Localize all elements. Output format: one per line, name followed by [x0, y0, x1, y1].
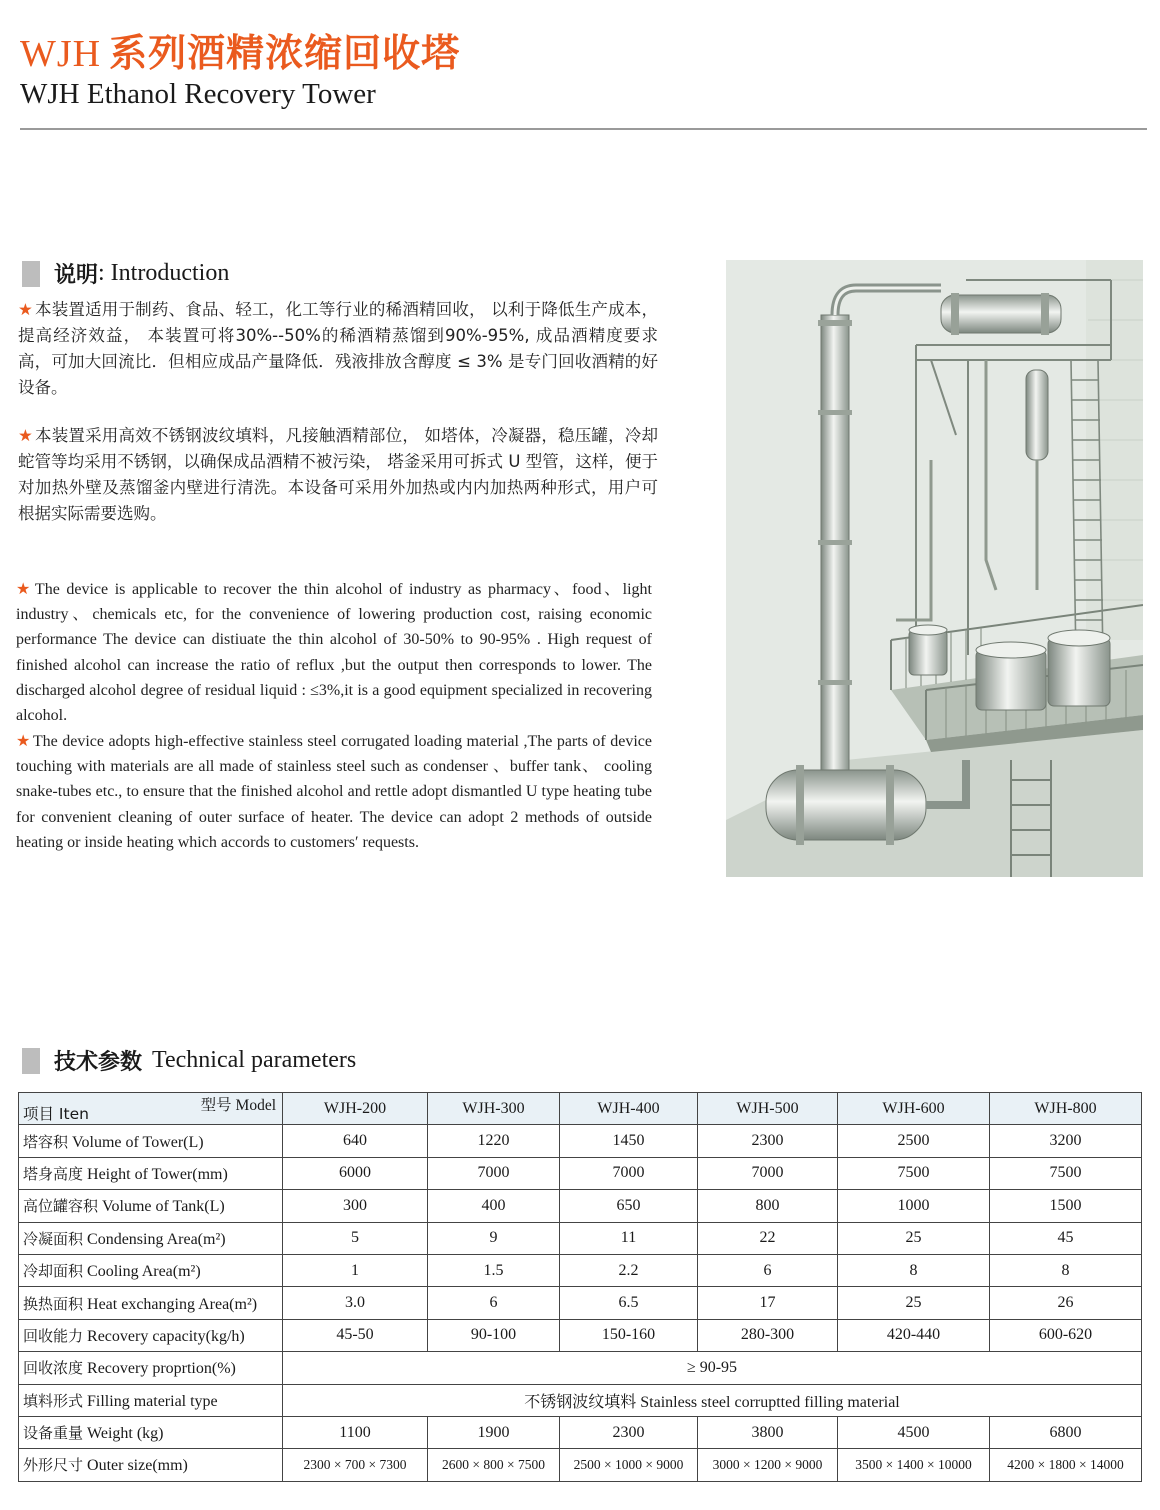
table-cell: 2500: [838, 1125, 990, 1157]
table-row: [19, 1352, 1142, 1384]
table-cell: 4200 × 1800 × 14000: [990, 1449, 1142, 1481]
table-span-cell: ≥ 90-95: [283, 1352, 1142, 1384]
row-label: [19, 1125, 283, 1157]
title-cn-text: 系列酒精浓缩回收塔: [109, 31, 461, 75]
table-cell: 6: [428, 1287, 560, 1319]
table-cell: 6: [698, 1254, 838, 1286]
corner-model-label: 型号 Model: [200, 1097, 276, 1114]
row-label-en: Weight (kg): [83, 1425, 164, 1443]
table-cell: 300: [283, 1190, 428, 1222]
row-label-en: Condensing Area(m²): [83, 1230, 226, 1248]
technical-parameters-table: [18, 1092, 1142, 1482]
page-title-cn: [20, 22, 460, 77]
intro-cn-paragraph-2: [18, 423, 658, 527]
table-cell: 11: [560, 1222, 698, 1254]
table-row: [19, 1254, 1142, 1286]
table-cell: 3000 × 1200 × 9000: [698, 1449, 838, 1481]
table-cell: 1450: [560, 1125, 698, 1157]
table-cell: 280-300: [698, 1319, 838, 1351]
series-code: WJH: [20, 33, 102, 75]
table-row: [19, 1384, 1142, 1416]
intro-heading-en: : Introduction: [98, 260, 230, 286]
section-marker-icon: [22, 1048, 40, 1074]
row-label: [19, 1254, 283, 1286]
table-cell: 45: [990, 1222, 1142, 1254]
row-label-en: Cooling Area(m²): [83, 1263, 201, 1281]
intro-en-paragraph-1: [16, 577, 652, 728]
row-label-cn: 塔容积: [23, 1132, 69, 1151]
table-cell: 2300: [698, 1125, 838, 1157]
table-cell: 90-100: [428, 1319, 560, 1351]
intro-heading: [22, 258, 229, 289]
model-header: WJH-300: [428, 1093, 560, 1125]
table-cell: 6000: [283, 1157, 428, 1189]
table-cell: 5: [283, 1222, 428, 1254]
table-cell: 2300: [560, 1416, 698, 1448]
table-cell: 25: [838, 1287, 990, 1319]
table-cell: 2600 × 800 × 7500: [428, 1449, 560, 1481]
section-marker-icon: [22, 261, 40, 287]
intro-cn-paragraph-1: [18, 297, 658, 401]
header-divider: [20, 128, 1147, 130]
params-heading: [22, 1045, 356, 1076]
table-cell: 17: [698, 1287, 838, 1319]
table-cell: 1100: [283, 1416, 428, 1448]
row-label: [19, 1157, 283, 1189]
table-cell: 3800: [698, 1416, 838, 1448]
row-label-en: Recovery proprtion(%): [83, 1360, 236, 1378]
table-row: [19, 1319, 1142, 1351]
row-label-en: Height of Tower(mm): [83, 1165, 228, 1183]
row-label-cn: 塔身高度: [23, 1164, 84, 1183]
intro-en-text-1: The device is applicable to recover the thin alcohol of industry as pharmacy、food、light industry、chemicals etc, for the convenience of lowering production cost, raising economic performance The device can distiuate the thin alcohol of 30-50% to 90-95% . High request of finished alcohol can increase the ratio of reflux ,but the output then corresponds to lower. The discharged alcohol degree of residual liquid : ≤3%,it is a good equipment specialized in recovering alcohol.: [16, 581, 652, 725]
table-row: [19, 1416, 1142, 1448]
table-cell: 150-160: [560, 1319, 698, 1351]
table-cell: 1900: [428, 1416, 560, 1448]
row-label: [19, 1384, 283, 1416]
star-bullet-icon: ★: [18, 300, 33, 319]
table-cell: 3500 × 1400 × 10000: [838, 1449, 990, 1481]
table-cell: 1220: [428, 1125, 560, 1157]
ethanol-tower-illustration: [726, 260, 1143, 877]
table-row: [19, 1222, 1142, 1254]
table-cell: 1.5: [428, 1254, 560, 1286]
table-cell: 7000: [560, 1157, 698, 1189]
row-label-cn: 回收浓度: [23, 1359, 84, 1378]
params-heading-en: Technical parameters: [152, 1047, 357, 1073]
table-cell: 400: [428, 1190, 560, 1222]
table-cell: 3.0: [283, 1287, 428, 1319]
table-cell: 6.5: [560, 1287, 698, 1319]
intro-en-paragraph-2: [16, 729, 652, 855]
table-cell: 1000: [838, 1190, 990, 1222]
row-label-cn: 回收能力: [23, 1326, 84, 1345]
table-cell: 3200: [990, 1125, 1142, 1157]
row-label: [19, 1352, 283, 1384]
star-bullet-icon: ★: [16, 733, 31, 750]
intro-heading-cn: 说明: [54, 263, 99, 288]
row-label: [19, 1222, 283, 1254]
table-cell: 1500: [990, 1190, 1142, 1222]
page-title-en: WJH Ethanol Recovery Tower: [20, 78, 376, 110]
table-cell: 640: [283, 1125, 428, 1157]
model-header: WJH-600: [838, 1093, 990, 1125]
table-corner-cell: [19, 1093, 283, 1125]
table-cell: 600-620: [990, 1319, 1142, 1351]
row-label-cn: 填料形式: [23, 1391, 84, 1410]
row-label-en: Outer size(mm): [83, 1457, 188, 1475]
model-header: WJH-200: [283, 1093, 428, 1125]
intro-cn-text-2: 本装置采用高效不锈钢波纹填料，凡接触酒精部位， 如塔体，冷凝器，稳压罐，冷却蛇管等均采用不锈钢，以确保成品酒精不被污染， 塔釜采用可拆式 U 型管，这样，便于对加热外壁及蒸馏釜内壁进行清洗。本设备可采用外加热或内内加热两种形式，用户可根据实际需要选购。: [18, 426, 659, 523]
intro-cn-text-1: 本装置适用于制药、食品、轻工，化工等行业的稀酒精回收， 以利于降低生产成本， 提高经济效益， 本装置可将30%--50%的稀酒精蒸馏到90%-95%, 成品酒精度要求高，可加大回流比．但相应成品产量降低．残液排放含醇度 ≤ 3% 是专门回收酒精的好设备。: [18, 300, 659, 397]
table-header-row: [19, 1093, 1142, 1125]
table-cell: 45-50: [283, 1319, 428, 1351]
table-row: [19, 1157, 1142, 1189]
table-cell: 22: [698, 1222, 838, 1254]
row-label-cn: 外形尺寸: [23, 1456, 84, 1475]
row-label: [19, 1190, 283, 1222]
table-cell: 2300 × 700 × 7300: [283, 1449, 428, 1481]
row-label-en: Volume of Tank(L): [98, 1198, 225, 1216]
row-label: [19, 1319, 283, 1351]
product-photo: [726, 260, 1143, 877]
corner-item-label: 项目 Iten: [23, 1105, 89, 1124]
table-cell: 4500: [838, 1416, 990, 1448]
row-label-cn: 冷却面积: [23, 1262, 84, 1281]
table-cell: 2.2: [560, 1254, 698, 1286]
table-cell: 7000: [698, 1157, 838, 1189]
row-label: [19, 1449, 283, 1481]
model-header: WJH-800: [990, 1093, 1142, 1125]
table-cell: 420-440: [838, 1319, 990, 1351]
row-label-en: Filling material type: [83, 1392, 218, 1410]
table-cell: 7500: [990, 1157, 1142, 1189]
table-cell: 7500: [838, 1157, 990, 1189]
row-label-cn: 换热面积: [23, 1294, 84, 1313]
row-label-en: Recovery capacity(kg/h): [83, 1327, 245, 1345]
row-label-cn: 冷凝面积: [23, 1229, 84, 1248]
row-label-en: Heat exchanging Area(m²): [83, 1295, 258, 1313]
table-cell: 2500 × 1000 × 9000: [560, 1449, 698, 1481]
table-cell: 25: [838, 1222, 990, 1254]
star-bullet-icon: ★: [18, 426, 33, 445]
params-heading-cn: 技术参数: [54, 1050, 143, 1075]
table-row: [19, 1287, 1142, 1319]
table-cell: 7000: [428, 1157, 560, 1189]
row-label-cn: 高位罐容积: [23, 1197, 99, 1216]
star-bullet-icon: ★: [16, 581, 33, 598]
table-row: [19, 1190, 1142, 1222]
table-cell: 26: [990, 1287, 1142, 1319]
row-label-en: Volume of Tower(L): [68, 1133, 204, 1151]
table-cell: 1: [283, 1254, 428, 1286]
table-row: [19, 1449, 1142, 1481]
table-cell: 650: [560, 1190, 698, 1222]
model-header: WJH-400: [560, 1093, 698, 1125]
table-cell: 8: [990, 1254, 1142, 1286]
row-label: [19, 1416, 283, 1448]
table-row: [19, 1125, 1142, 1157]
table-cell: 8: [838, 1254, 990, 1286]
table-cell: 800: [698, 1190, 838, 1222]
table-cell: 6800: [990, 1416, 1142, 1448]
table-span-cell: 不锈钢波纹填料 Stainless steel corruptted filling material: [283, 1384, 1142, 1416]
row-label-cn: 设备重量: [23, 1424, 84, 1443]
row-label: [19, 1287, 283, 1319]
intro-en-text-2: The device adopts high-effective stainless steel corrugated loading material ,The parts of device touching with materials are all made of stainless steel such as condenser 、buffer tank、 cooling snake-tubes etc., to ensure that the finished alcohol and rettle adopt dismantled U type heating tube for convenient cleaning of outer surface of heater. The device can adopt 2 methods of outside heating or inside heating which accords to customers′ requests.: [16, 733, 653, 851]
table-cell: 9: [428, 1222, 560, 1254]
model-header: WJH-500: [698, 1093, 838, 1125]
